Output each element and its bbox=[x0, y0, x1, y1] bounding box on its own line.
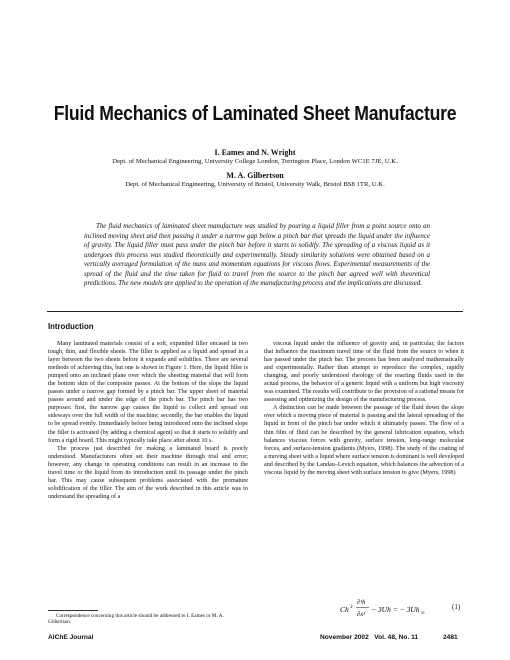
paragraph: The process just described for making a laminated board is poorly understood. Manufacturers often set their machine through trial and error; however, any change in operating conditions can result in an increase in the travel time or the liquid from its introduction until its passage under the pinch bar. This may cause subsequent problems associated with the premature solidification of the filler. The aim of the work described in this article was to understand the spreading of a bbox=[48, 445, 248, 500]
svg-text:∂³h: ∂³h bbox=[357, 599, 366, 606]
footnote-divider bbox=[48, 610, 98, 611]
author-affiliation-1: Dept. of Mechanical Engineering, University College London, Torrington Place, London WC1E 7JE, U.K. bbox=[112, 158, 398, 165]
footer-issue: November 2002 Vol. 48, No. 11 bbox=[320, 634, 419, 641]
equation-1 bbox=[340, 596, 450, 622]
paragraph: viscous liquid under the influence of gravity and, in particular, the factors that influence the maximum travel time of the fluid from the source to when it has passed under the pinch bar. The process has been analyzed mathematically and experimentally. Rather than attempt to reproduce the complex, rapidly changing, and poorly understood rheology of the reacting fluids used in the actual process, the behavior of a generic liquid with a uniform but high viscosity was examined. The results will contribute to the provision of a rational means for assessing and optimizing the design of the manufacturing process. bbox=[264, 341, 464, 404]
footnote bbox=[48, 613, 248, 626]
section-divider bbox=[47, 311, 463, 312]
svg-text:∂x³: ∂x³ bbox=[357, 611, 366, 618]
footer-journal: AIChE Journal bbox=[48, 634, 94, 641]
author-affiliation-2: Dept. of Mechanical Engineering, University of Bristol, University Walk, Bristol BS8 1TR, U.K. bbox=[125, 181, 385, 188]
svg-text:∞: ∞ bbox=[421, 611, 425, 616]
paragraph: A distinction can be made between the passage of the fluid down the slope over which a moving piece of material is passing and the lateral spreading of the liquid in front of the pinch bar under which it ultimately passes. The flow of a thin film of fluid can be described by the general lubrication equation, which balances viscous forces with gravity, surface tension, long-range molecular forces, and surface-tension gradients (Myers, 1998). The study of the coating of a moving sheet with a liquid where surface tension is dominant is well developed and described by the Landau–Levich equation, which balances the advection of a viscous liquid by the moving sheet with surface tension to give (Myers, 1998) bbox=[264, 405, 464, 476]
right-column bbox=[264, 340, 464, 580]
svg-text:3: 3 bbox=[350, 605, 353, 610]
author-names-2: M. A. Gilbertson bbox=[226, 171, 284, 180]
paper-title: Fluid Mechanics of Laminated Sheet Manufacture bbox=[53, 102, 457, 125]
abstract-text: The fluid mechanics of laminated sheet manufacture was studied by pouring a liquid filler from a point source onto an inclined moving sheet and then passing it under a narrow gap below a pinch bar that spreads the liquid under the influence of gravity. The liquid filler must pass under the pinch bar before it starts to solidify. The spreading of a viscous liquid as it undergoes this process was studied theoretically and experimentally. Steady similarity solutions were obtained based on a vertically averaged formulation of the mass and momentum equations for viscous flows. Experimental measurements of the spread of the fluid and the time taken for fluid to travel from the source to the pinch bar agreed well with theoretical predictions. The new models are applied to the operation of the manufacturing process and the implications are discussed. bbox=[84, 223, 430, 288]
left-column bbox=[48, 340, 248, 585]
paragraph: Many laminated materials consist of a soft, expanded filler encased in two tough, thin, and flexible sheets. The filler is applied as a liquid and spread in a layer between the two sheets before it expands and solidifies. There are several methods of achieving this, but one is shown in Figure 1. Here, the liquid filler is pumped onto an inclined plane over which the sheeting material that will form the bottom skin of the composite passes. At the bottom of the slope the liquid passes under a narrow gap formed by a pinch bar. The upper sheet of material passes around and under the edge of the pinch bar. The pinch bar has two purposes: first, the narrow gap causes the liquid to collect and spread out sideways over the full width of the machine; secondly, the bar enables the liquid to be spread evenly. Immediately before being introduced onto the inclined slope the filler is activated (by adding a chemical agent) so that it starts to solidify and form a rigid board. This might typically take place after about 10 s. bbox=[48, 341, 248, 444]
svg-text:Ch: Ch bbox=[340, 605, 349, 614]
footer-page-number: 2481 bbox=[443, 634, 458, 641]
author-names-1: I. Eames and N. Wright bbox=[214, 148, 296, 157]
section-heading-introduction: Introduction bbox=[48, 322, 94, 331]
footnote-text: Correspondence concerning this article should be addressed to I. Eames or M. A. Gilbertson. bbox=[48, 613, 224, 626]
svg-text:− 3Uh = − 3Uh: − 3Uh = − 3Uh bbox=[371, 605, 420, 614]
abstract bbox=[84, 222, 430, 289]
equation-number: (1) bbox=[452, 603, 461, 611]
